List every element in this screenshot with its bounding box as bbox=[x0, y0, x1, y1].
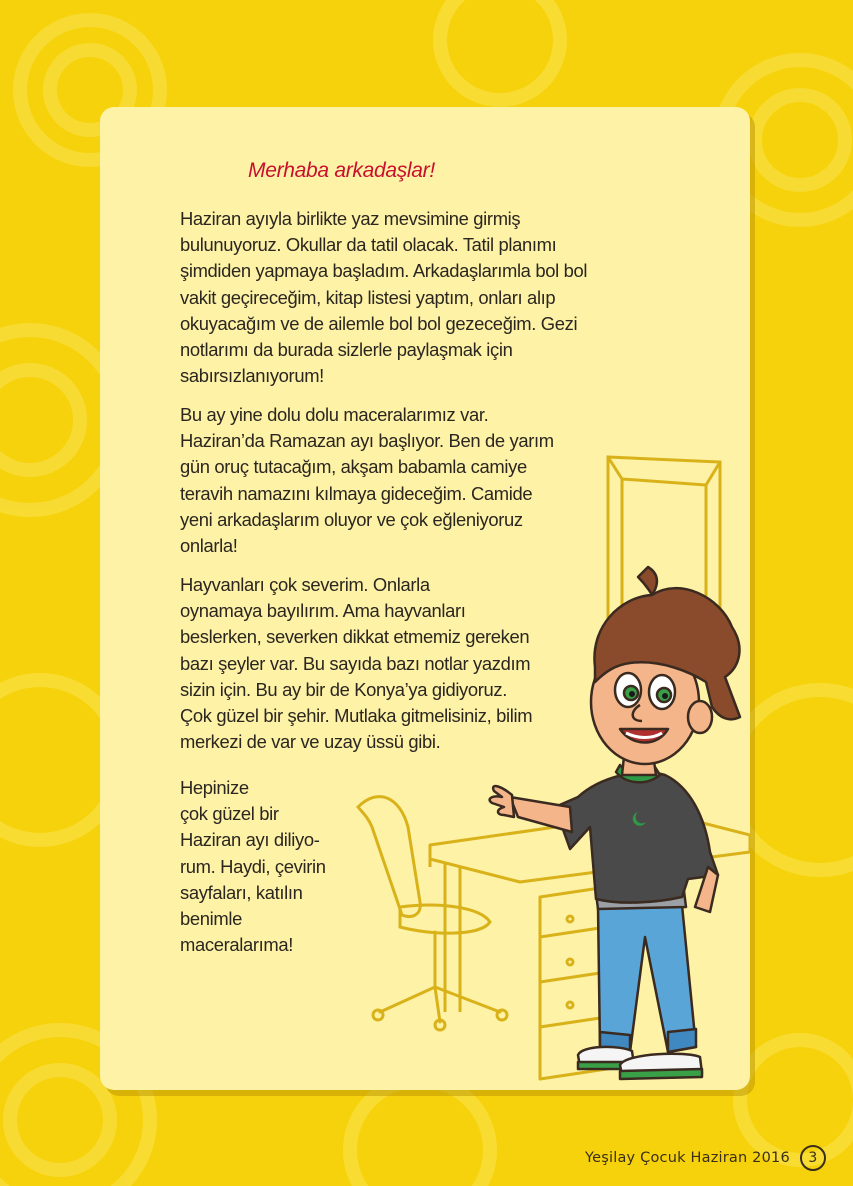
paragraph-ramadan: Bu ay yine dolu dolu maceralarımız var. Haziran’da Ramazan ayı başlıyor. Ben de yarım gün oruç tutacağım, akşam babamla camiye teravih namazını kılmaya gideceğim. Camide yeni arkadaşlarım oluyor ve çok eğleniyoruz onlarla! bbox=[180, 404, 554, 557]
paragraph-closing: Hepinize çok güzel bir Haziran ayı diliyo- rum. Haydi, çevirin sayfaları, katılın benimle maceralarıma! bbox=[180, 777, 326, 956]
chair-outline bbox=[358, 797, 507, 1030]
publication-label: Yeşilay Çocuk Haziran 2016 bbox=[585, 1150, 790, 1166]
page-footer bbox=[585, 1144, 826, 1172]
page-number-badge: 3 bbox=[800, 1145, 826, 1171]
content-card bbox=[100, 107, 750, 1090]
paragraph-animals: Hayvanları çok severim. Onlarla oynamaya bayılırım. Ama hayvanları beslerken, severken dikkat etmemiz gereken bazı şeyler var. Bu sayıda bazı notlar yazdım sizin için. Bu ay bir de Konya’ya gidiyoruz. Çok güzel bir şehir. Mutlaka gitmelisiniz, bilim merkezi de var ve uzay üssü gibi. bbox=[180, 574, 533, 753]
paragraph-summer: Haziran ayıyla birlikte yaz mevsimine girmiş bulunuyoruz. Okullar da tatil olacak. Tatil planımı şimdiden yapmaya başladım. Arkadaşlarımla bol bol vakit geçireceğim, kitap listesi yaptım, onları alıp okuyacağım ve de ailemle bol bol gezeceğim. Gezi notlarımı da burada sizlerle paylaşmak için sabırsızlanıyorum! bbox=[180, 208, 588, 387]
greeting-heading: Merhaba arkadaşlar! bbox=[248, 159, 435, 182]
